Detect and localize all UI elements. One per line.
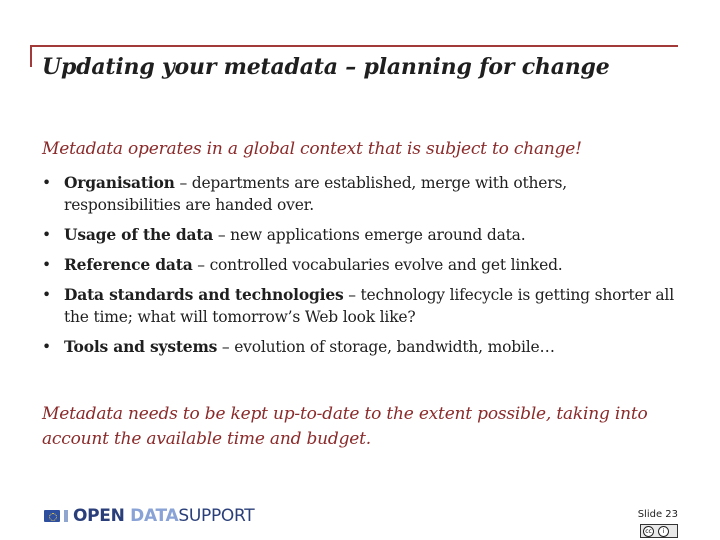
logo-word-data: DATA <box>130 506 179 526</box>
bullet-text: – new applications emerge around data. <box>213 226 526 244</box>
bullet-text: – evolution of storage, bandwidth, mobile… <box>217 338 555 356</box>
bullet-heading: Usage of the data <box>64 225 214 244</box>
bullet-text: – departments are established, merge with others, responsibilities are handed over. <box>64 174 567 214</box>
bullet-heading: Reference data <box>64 255 193 274</box>
by-circle-icon: i <box>658 526 669 537</box>
title-frame-left-rule <box>30 45 32 67</box>
bullet-icon: • <box>42 226 51 244</box>
cc-circle-icon: cc <box>643 526 654 537</box>
bullet-item-data-standards <box>42 284 682 328</box>
bullet-icon: • <box>42 174 51 192</box>
bullet-icon: • <box>42 286 51 304</box>
bullet-text: – technology lifecycle is getting shorter all the time; what will tomorrow’s Web look like? <box>64 286 674 326</box>
bullet-item-tools <box>42 336 682 358</box>
bullet-icon: • <box>42 338 51 356</box>
bullet-heading: Tools and systems <box>64 337 218 356</box>
bullet-heading: Organisation <box>64 173 175 192</box>
open-data-support-logo <box>44 505 254 527</box>
slide-title: Updating your metadata – planning for change <box>42 54 610 80</box>
logo-wordmark <box>73 506 254 526</box>
bullet-list <box>42 172 682 366</box>
bullet-item-usage <box>42 224 682 246</box>
slide-number: Slide 23 <box>637 509 678 520</box>
bullet-heading: Data standards and technologies <box>64 285 344 304</box>
logo-mark-icon <box>64 510 68 522</box>
closing-text: Metadata needs to be kept up-to-date to the extent possible, taking into account the available time and budget. <box>42 404 648 449</box>
bullet-item-organisation <box>42 172 682 216</box>
title-frame-top-rule <box>30 45 678 47</box>
creative-commons-icon <box>640 524 678 538</box>
eu-flag-icon <box>44 510 60 522</box>
bullet-icon: • <box>42 256 51 274</box>
logo-word-support: SUPPORT <box>178 506 255 526</box>
bullet-text: – controlled vocabularies evolve and get linked. <box>192 256 563 274</box>
intro-text: Metadata operates in a global context that is subject to change! <box>42 139 582 159</box>
logo-word-open: OPEN <box>73 506 131 526</box>
bullet-item-reference-data <box>42 254 682 276</box>
